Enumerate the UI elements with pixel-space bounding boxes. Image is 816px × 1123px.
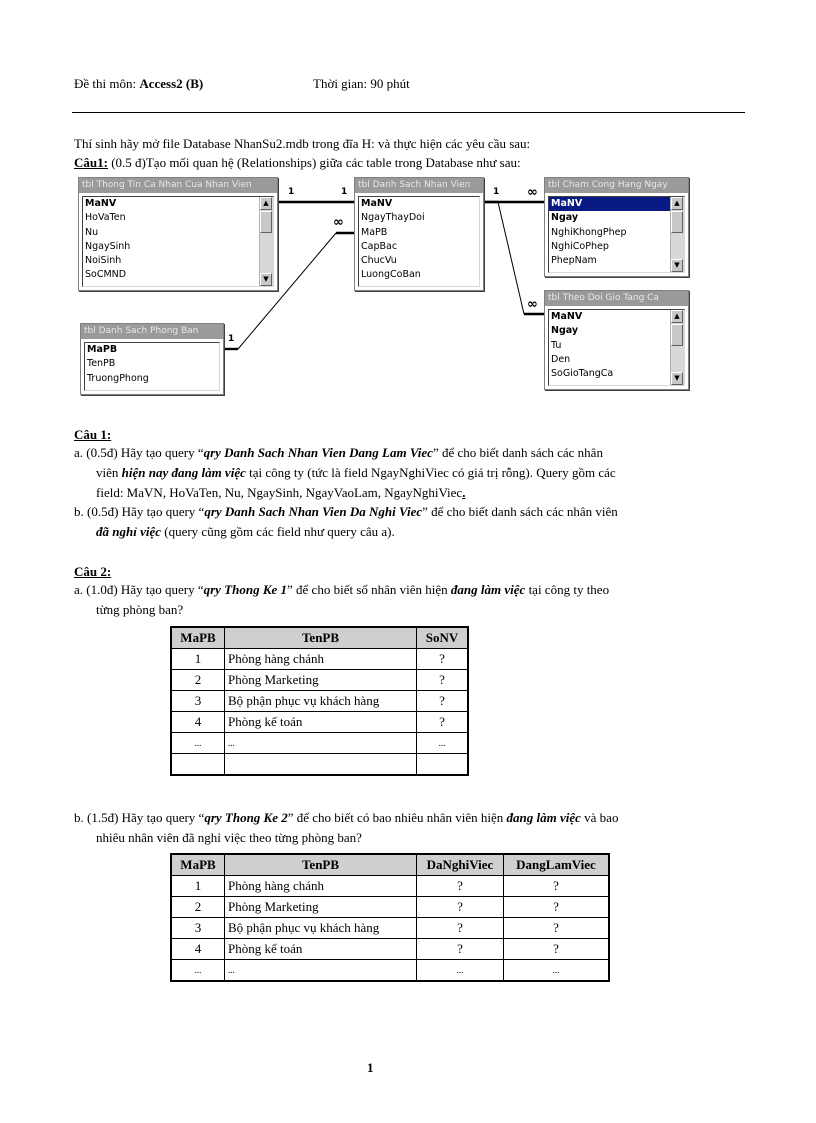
field-list[interactable] [82, 196, 274, 287]
cau2-b-line2: nhiêu nhân viên đã nghỉ việc theo từng phòng ban? [96, 830, 362, 845]
cell: Phòng kế toán [225, 939, 417, 960]
cau1-a [74, 443, 754, 503]
field-item[interactable]: ChucVu [361, 255, 397, 267]
cau1-b-line2-post: (query cũng gồm các field như query câu a). [161, 524, 395, 539]
cau2-b-bold: đang làm việc [506, 810, 581, 825]
cau1-b-query: qry Danh Sach Nhan Vien Da Nghi Viec [204, 504, 423, 519]
exam-label: Đề thi môn: [74, 76, 140, 91]
field-item[interactable]: SoGioTangCa [551, 368, 614, 380]
cau1-a-line2-bold: hiện nay đang làm việc [121, 465, 246, 480]
col-header: DaNghiViec [417, 854, 504, 876]
cell: ? [417, 670, 469, 691]
exam-subject-line [74, 76, 203, 92]
table-row [171, 733, 468, 754]
field-item[interactable]: Ngay [551, 325, 579, 337]
table-header-row [171, 854, 609, 876]
field-item[interactable]: Den [551, 353, 571, 365]
cell: ... [225, 960, 417, 982]
cau2-a-bold: đang làm việc [450, 582, 526, 597]
field-item[interactable]: MaNV [361, 198, 393, 209]
cell: ? [417, 649, 469, 670]
cau1-heading: Câu 1: [74, 427, 112, 442]
scroll-up-icon[interactable]: ▲ [671, 310, 683, 323]
cell: 3 [171, 691, 225, 712]
cau2-a [74, 580, 754, 620]
cardinality-one-3: 1 [493, 187, 500, 197]
cell: ? [504, 918, 610, 939]
relationship-task-text: (0.5 đ)Tạo mối quan hệ (Relationships) giữa các table trong Database như sau: [107, 155, 521, 170]
field-item[interactable]: SoCMND [85, 269, 127, 281]
field-item[interactable]: CapBac [361, 240, 398, 252]
cell: Bộ phận phục vụ khách hàng [225, 691, 417, 712]
cau1-b-line2-bold: đã nghỉ việc [96, 524, 161, 539]
table-window-theo-doi-tang-ca[interactable] [544, 290, 689, 390]
col-header: DangLamViec [504, 854, 610, 876]
scroll-thumb[interactable] [260, 211, 272, 233]
cell: Phòng kế toán [225, 712, 417, 733]
cell: 4 [171, 712, 225, 733]
field-item-selected[interactable]: MaNV [549, 197, 671, 211]
field-item[interactable]: Tu [551, 339, 562, 351]
field-item[interactable]: HoVaTen [85, 212, 126, 224]
cell: 1 [171, 649, 225, 670]
field-item[interactable]: MaNV [551, 311, 583, 322]
table-row [171, 712, 468, 733]
cau2-a-prefix: a. (1.0đ) Hãy tạo query “ [74, 582, 204, 597]
cau2-a-query: qry Thong Ke 1 [203, 582, 288, 597]
cell: Phòng Marketing [225, 897, 417, 918]
cell [417, 754, 469, 776]
table-row [171, 876, 609, 897]
field-item[interactable]: MaNV [85, 198, 117, 209]
table-row [171, 918, 609, 939]
cell: 1 [171, 876, 225, 897]
cardinality-one-1: 1 [288, 187, 295, 197]
cau2-a-line2: từng phòng ban? [96, 602, 184, 617]
cau2-b-query: qry Thong Ke 2 [204, 810, 288, 825]
cell: ... [504, 960, 610, 982]
intro-text: Thí sinh hãy mở file Database NhanSu2.mdb trong đĩa H: và thực hiện các yêu cầu sau: [74, 136, 531, 151]
table-header-row [171, 627, 468, 649]
scroll-up-icon[interactable]: ▲ [671, 197, 683, 210]
cau2-b-mid: ” để cho biết có bao nhiêu nhân viên hiện [287, 810, 507, 825]
cau2-a-post: tại công ty theo [525, 582, 610, 597]
cau1-b [74, 502, 754, 542]
field-item[interactable]: NgaySinh [85, 240, 131, 252]
scrollbar[interactable] [670, 197, 684, 272]
cau1-a-query: qry Danh Sach Nhan Vien Dang Lam Viec [203, 445, 433, 460]
cell: 2 [171, 670, 225, 691]
table-window-phong-ban[interactable] [80, 323, 224, 395]
cau1-a-line3-end: . [462, 485, 466, 500]
exam-time: Thời gian: 90 phút [313, 76, 410, 91]
table-title[interactable]: tbl Danh Sach Nhan Vien [355, 178, 483, 193]
field-item[interactable]: LuongCoBan [361, 269, 421, 281]
relationship-task-label: Câu1: [74, 155, 108, 170]
field-item[interactable]: MaPB [361, 226, 388, 238]
scrollbar[interactable] [259, 197, 273, 286]
cell: ... [417, 960, 504, 982]
cau2-b-prefix: b. (1.5đ) Hãy tạo query “ [74, 810, 205, 825]
field-list[interactable] [548, 309, 685, 386]
col-header: TenPB [225, 854, 417, 876]
relationships-diagram [78, 177, 750, 399]
field-item[interactable]: Ngay [551, 212, 579, 224]
page-number: 1 [367, 1060, 374, 1075]
scroll-thumb[interactable] [671, 211, 683, 233]
cell: ? [417, 691, 469, 712]
cell: ? [504, 939, 610, 960]
cau1-a-line2-pre: viên [96, 465, 122, 480]
field-list[interactable] [84, 342, 220, 391]
cell: Phòng Marketing [225, 670, 417, 691]
cell: ... [171, 960, 225, 982]
table-window-danh-sach-nhan-vien[interactable] [354, 177, 484, 291]
field-list[interactable] [548, 196, 685, 273]
cau1-a-mid: ” để cho biết danh sách các nhân [432, 445, 603, 460]
cell [171, 754, 225, 776]
cau2-a-mid: ” để cho biết số nhân viên hiện [287, 582, 451, 597]
table-row [171, 897, 609, 918]
table-title[interactable]: tbl Danh Sach Phong Ban [81, 324, 223, 339]
cell: Phòng hàng chánh [225, 876, 417, 897]
col-header: MaPB [171, 854, 225, 876]
cell [225, 754, 417, 776]
col-header: SoNV [417, 627, 469, 649]
scroll-down-icon[interactable]: ▼ [671, 259, 683, 272]
field-item[interactable]: PhepNam [551, 255, 597, 267]
exam-subject: Access2 (B) [139, 76, 204, 91]
table-thong-ke-1 [170, 626, 469, 776]
field-list[interactable] [358, 196, 480, 287]
scroll-down-icon[interactable]: ▼ [671, 372, 683, 385]
cardinality-many-1: ∞ [527, 185, 538, 200]
field-item[interactable]: MaPB [87, 344, 118, 355]
cell: ? [417, 939, 504, 960]
cardinality-many-3: ∞ [333, 215, 344, 230]
cell: ... [225, 733, 417, 754]
cardinality-one-4: 1 [228, 334, 235, 344]
table-window-cham-cong[interactable] [544, 177, 689, 277]
table-title[interactable]: tbl Theo Doi Gio Tang Ca [545, 291, 688, 306]
field-item[interactable]: NgayThayDoi [361, 212, 425, 224]
scroll-thumb[interactable] [671, 324, 683, 346]
field-item[interactable]: Nu [85, 226, 99, 238]
col-header: TenPB [225, 627, 417, 649]
cau2-heading: Câu 2: [74, 564, 112, 579]
table-row [171, 754, 468, 776]
relationship-task [74, 154, 521, 172]
field-item[interactable]: TruongPhong [87, 372, 149, 384]
cell: ? [417, 712, 469, 733]
cau1-b-mid: ” để cho biết danh sách các nhân viên [422, 504, 618, 519]
cell: ? [417, 897, 504, 918]
table-row [171, 939, 609, 960]
table-thong-ke-2 [170, 853, 610, 982]
table-title[interactable]: tbl Thong Tin Ca Nhan Cua Nhan Vien [79, 178, 277, 193]
field-item[interactable]: NoiSinh [85, 255, 122, 267]
table-title[interactable]: tbl Cham Cong Hang Ngay [545, 178, 688, 193]
cell: 4 [171, 939, 225, 960]
table-row [171, 691, 468, 712]
table-window-thong-tin-ca-nhan[interactable] [78, 177, 278, 291]
cell: Phòng hàng chánh [225, 649, 417, 670]
cell: 3 [171, 918, 225, 939]
field-item[interactable]: NghiKhongPhep [551, 226, 627, 238]
cau1-a-line2-post: tại công ty (tức là field NgayNghiViec có giá trị rỗng). Query gồm các [245, 465, 616, 480]
cell: Bộ phận phục vụ khách hàng [225, 918, 417, 939]
scroll-down-icon[interactable]: ▼ [260, 273, 272, 286]
cell: ... [417, 733, 469, 754]
cau2-b-post: và bao [580, 810, 619, 825]
scroll-up-icon[interactable]: ▲ [260, 197, 272, 210]
cau2-b [74, 808, 764, 848]
table-row [171, 649, 468, 670]
table-row [171, 670, 468, 691]
scrollbar[interactable] [670, 310, 684, 385]
cell: ... [171, 733, 225, 754]
field-item[interactable]: NghiCoPhep [551, 240, 609, 252]
cell: 2 [171, 897, 225, 918]
cell: ? [504, 897, 610, 918]
header-rule [72, 112, 745, 113]
cell: ? [504, 876, 610, 897]
cau1-a-prefix: a. (0.5đ) Hãy tạo query “ [74, 445, 204, 460]
cardinality-many-2: ∞ [527, 297, 538, 312]
cau1-b-prefix: b. (0.5đ) Hãy tạo query “ [74, 504, 205, 519]
col-header: MaPB [171, 627, 225, 649]
cau1-a-line3: field: MaVN, HoVaTen, Nu, NgaySinh, NgayVaoLam, NgayNghiViec [96, 485, 463, 500]
table-row [171, 960, 609, 982]
cell: ? [417, 918, 504, 939]
cardinality-one-2: 1 [341, 187, 348, 197]
field-item[interactable]: TenPB [87, 358, 116, 370]
cell: ? [417, 876, 504, 897]
relation-line-dsnv-tangca-b [498, 202, 524, 314]
